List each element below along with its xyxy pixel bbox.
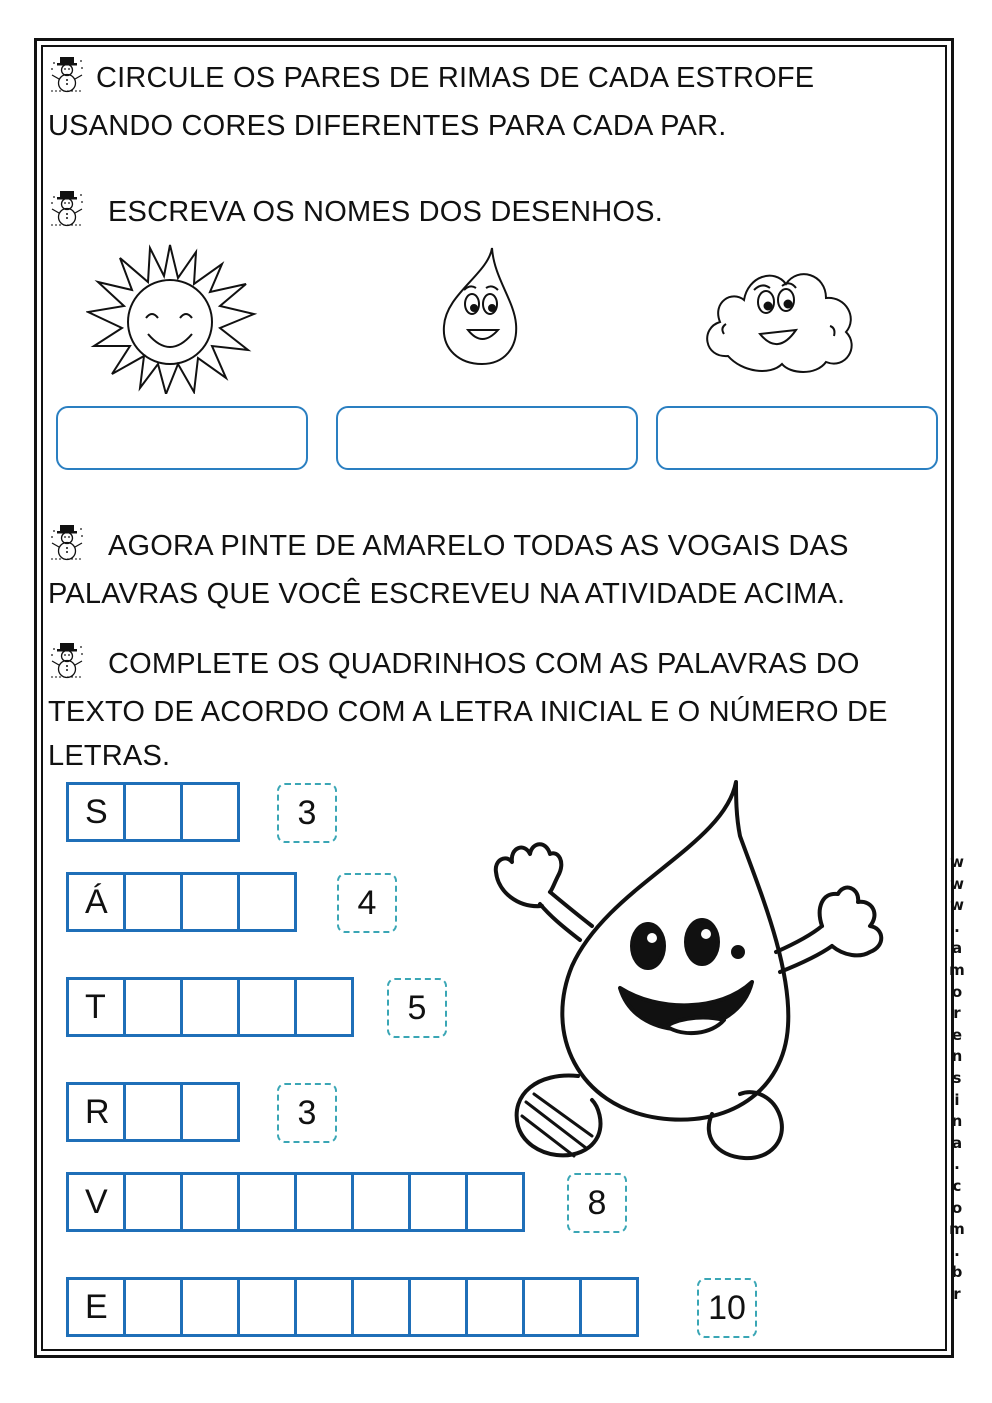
letter-cell[interactable]	[123, 782, 183, 842]
letter-cell[interactable]	[237, 1277, 297, 1337]
instruction-1-line-2: USANDO CORES DIFERENTES PARA CADA PAR.	[48, 110, 727, 142]
snowman-icon	[48, 55, 88, 93]
instruction-1-line-1: CIRCULE OS PARES DE RIMAS DE CADA ESTROFE	[96, 62, 815, 94]
letter-cell[interactable]	[522, 1277, 582, 1337]
instruction-2	[48, 188, 663, 236]
instruction-1	[48, 54, 814, 150]
initial-letter-cell: S	[66, 782, 126, 842]
website-char: w	[950, 896, 964, 915]
word-row-6	[66, 1277, 639, 1337]
letter-cell[interactable]	[237, 1172, 297, 1232]
word-row-1	[66, 782, 240, 842]
letter-count-badge: 3	[277, 783, 337, 843]
letter-cell[interactable]	[123, 872, 183, 932]
letter-cell[interactable]	[408, 1277, 468, 1337]
letter-cell[interactable]	[351, 1277, 411, 1337]
letter-cell[interactable]	[123, 1277, 183, 1337]
letter-cell[interactable]	[408, 1172, 468, 1232]
instruction-4-line-1: COMPLETE OS QUADRINHOS COM AS PALAVRAS DO	[108, 648, 860, 680]
sun-icon	[86, 242, 258, 394]
water-drop-icon	[440, 244, 520, 366]
instruction-3-line-1: AGORA PINTE DE AMARELO TODAS AS VOGAIS DAS	[108, 530, 849, 562]
letter-cell[interactable]	[294, 977, 354, 1037]
website-char: w	[950, 874, 964, 893]
word-row-5	[66, 1172, 525, 1232]
instruction-2-line-1: ESCREVA OS NOMES DOS DESENHOS.	[108, 196, 663, 228]
letter-count-badge: 10	[697, 1278, 757, 1338]
letter-count-badge: 5	[387, 978, 447, 1038]
letter-cell[interactable]	[180, 1082, 240, 1142]
letter-cell[interactable]	[579, 1277, 639, 1337]
letter-cell[interactable]	[123, 1082, 183, 1142]
letter-cell[interactable]	[180, 872, 240, 932]
answer-box-sun[interactable]	[56, 406, 308, 470]
word-row-4	[66, 1082, 240, 1142]
letter-cell[interactable]	[123, 1172, 183, 1232]
instruction-4-line-3: LETRAS.	[48, 740, 171, 772]
website-char: a	[951, 939, 963, 958]
initial-letter-cell: Á	[66, 872, 126, 932]
snowman-icon	[48, 523, 88, 561]
website-watermark	[942, 852, 972, 1305]
letter-cell[interactable]	[180, 1277, 240, 1337]
website-char: m	[949, 960, 965, 979]
letter-count-badge: 3	[277, 1083, 337, 1143]
website-char: a	[951, 1133, 963, 1152]
instruction-4	[48, 640, 888, 784]
letter-cell[interactable]	[237, 977, 297, 1037]
initial-letter-cell: T	[66, 977, 126, 1037]
website-char: c	[952, 1176, 962, 1195]
website-char: m	[949, 1220, 965, 1239]
letter-cell[interactable]	[123, 977, 183, 1037]
snowman-icon	[48, 641, 88, 679]
cloud-icon	[698, 262, 858, 376]
initial-letter-cell: R	[66, 1082, 126, 1142]
website-char: w	[950, 853, 964, 871]
word-row-3	[66, 977, 354, 1037]
letter-count-badge: 8	[567, 1173, 627, 1233]
answer-box-cloud[interactable]	[656, 406, 938, 470]
website-char: b	[951, 1263, 963, 1282]
website-char: r	[953, 1004, 961, 1023]
letter-cell[interactable]	[180, 977, 240, 1037]
letter-cell[interactable]	[237, 872, 297, 932]
letter-cell[interactable]	[465, 1172, 525, 1232]
website-char: o	[951, 982, 963, 1001]
instruction-3	[48, 522, 849, 618]
answer-box-drop[interactable]	[336, 406, 638, 470]
website-char: n	[951, 1112, 963, 1131]
letter-cell[interactable]	[294, 1277, 354, 1337]
instruction-4-line-2: TEXTO DE ACORDO COM A LETRA INICIAL E O NÚMERO DE	[48, 696, 888, 728]
water-drop-mascot	[488, 776, 904, 1172]
initial-letter-cell: V	[66, 1172, 126, 1232]
website-char: s	[952, 1068, 962, 1087]
letter-cell[interactable]	[180, 782, 240, 842]
website-char: o	[951, 1198, 963, 1217]
letter-cell[interactable]	[180, 1172, 240, 1232]
word-row-2	[66, 872, 297, 932]
website-char: n	[951, 1047, 963, 1066]
website-char: .	[954, 1241, 960, 1260]
website-char: .	[954, 1155, 960, 1174]
website-char: i	[954, 1090, 960, 1109]
initial-letter-cell: E	[66, 1277, 126, 1337]
website-char: .	[954, 917, 960, 936]
website-char: r	[953, 1284, 961, 1303]
snowman-icon	[48, 189, 88, 227]
website-char: e	[951, 1025, 963, 1044]
letter-count-badge: 4	[337, 873, 397, 933]
instruction-3-line-2: PALAVRAS QUE VOCÊ ESCREVEU NA ATIVIDADE ACIMA.	[48, 578, 846, 610]
letter-cell[interactable]	[465, 1277, 525, 1337]
letter-cell[interactable]	[294, 1172, 354, 1232]
letter-cell[interactable]	[351, 1172, 411, 1232]
